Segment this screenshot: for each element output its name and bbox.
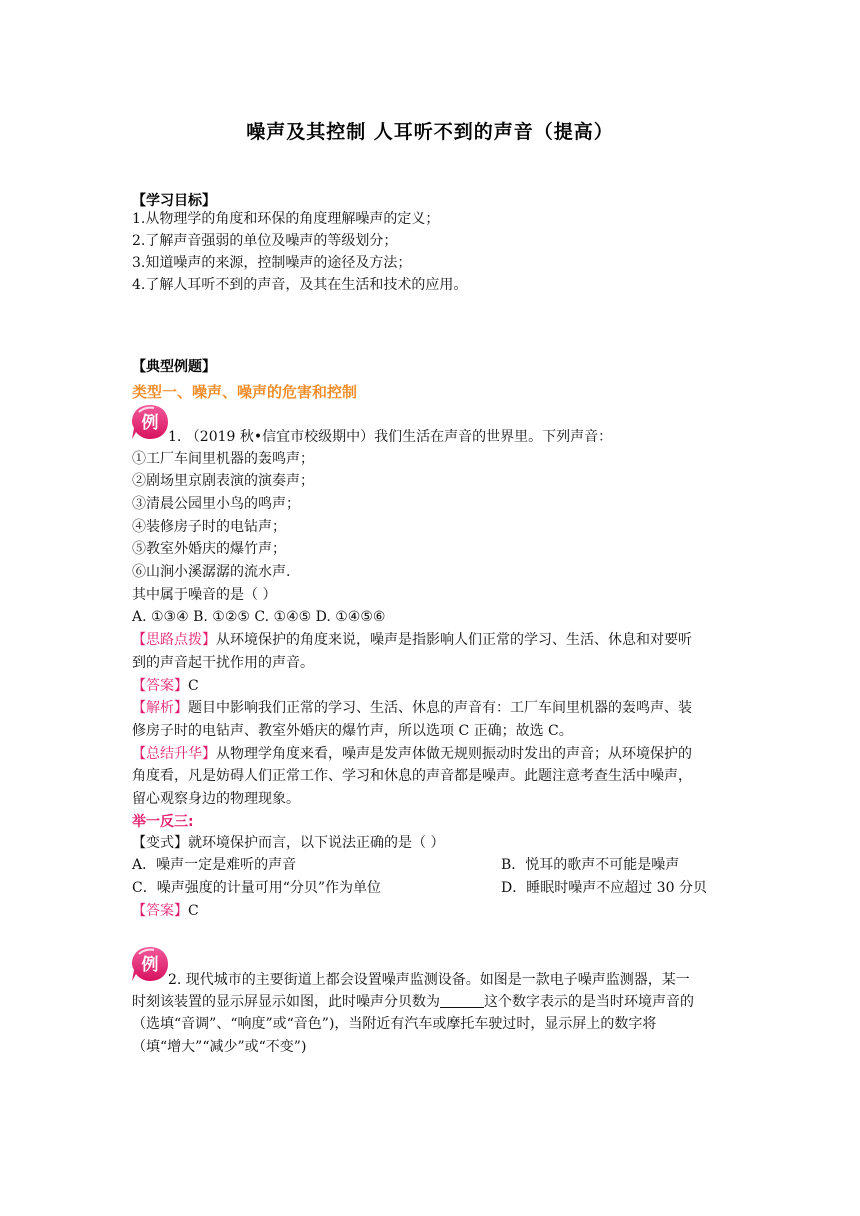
summary-text: 从物理学角度来看，噪声是发声体做无规则振动时发出的声音；从环境保护的 [216,746,692,762]
variant-stem-line [132,832,444,854]
q1-hint-line [132,629,692,651]
q1-summary-line [132,743,692,765]
q1-sound-item: ⑤教室外婚庆的爆竹声； [132,541,286,557]
answer-value: C [188,903,199,919]
q2-text: 这个数字表示的是当时环境声音的 [484,994,694,1010]
goal-item: 3.知道噪声的来源，控制噪声的途径及方法； [132,255,412,271]
q2-line: （填“增大”“减少”或“不变”) [132,1039,307,1055]
hint-tag: 【思路点拨】 [132,632,216,648]
q1-analysis-line [132,697,692,719]
badge-label: 例 [141,413,159,433]
hint-text: 从环境保护的角度来说，噪声是指影响人们正常的学习、生活、休息和对要听 [216,632,692,648]
q2-text: 时刻该装置的显示屏显示如图，此时噪声分贝数为 [132,994,440,1010]
variant-stem: 就环境保护而言，以下说法正确的是（ ） [188,835,445,851]
example-badge-icon [130,402,170,442]
answer-tag: 【答案】 [132,678,188,694]
q1-analysis-cont: 修房子时的电钻声、教室外婚庆的爆竹声，所以选项 C 正确；故选 C。 [132,723,573,739]
q1-summary-cont: 角度看，凡是妨碍人们正常工作、学习和休息的声音都是噪声。此题注意考查生活中噪声， [132,768,692,784]
q1-sound-item: ①工厂车间里机器的轰鸣声； [132,451,314,467]
q1-answer-line [132,675,199,697]
variant-option-c: C．噪声强度的计量可用“分贝”作为单位 [132,880,382,896]
q1-stem: 1. （2019 秋•信宜市校级期中）我们生活在声音的世界里。下列声音： [168,429,613,445]
examples-heading: 【典型例题】 [132,359,216,375]
page-title: 噪声及其控制 人耳听不到的声音（提高） [246,121,614,143]
q2-line [132,991,694,1013]
example-badge-icon [130,944,170,984]
q1-summary-cont: 留心观察身边的物理现象。 [132,791,300,807]
q1-hint-cont: 到的声音起干扰作用的声音。 [132,655,314,671]
variant-tag: 【变式】 [132,835,188,851]
answer-value: C [188,678,199,694]
type1-heading: 类型一、噪声、噪声的危害和控制 [132,383,358,401]
variant-option-a: A．噪声一定是难听的声音 [132,857,297,873]
q2-line: 2. 现代城市的主要街道上都会设置噪声监测设备。如图是一款电子噪声监测器，某一 [168,972,690,988]
variant-answer-line [132,900,199,922]
goal-item: 2.了解声音强弱的单位及噪声的等级划分； [132,233,398,249]
analysis-text: 题目中影响我们正常的学习、生活、休息的声音有：工厂车间里机器的轰鸣声、装 [188,700,692,716]
answer-blank[interactable] [440,993,484,1008]
variant-option-b: B．悦耳的歌声不可能是噪声 [501,857,680,873]
q1-sound-item: ②剧场里京剧表演的演奏声； [132,473,314,489]
summary-tag: 【总结升华】 [132,746,216,762]
q1-options: A. ①③④ B. ①②⑤ C. ①④⑤ D. ①④⑤⑥ [132,609,386,625]
q1-sound-item: ③清晨公园里小鸟的鸣声； [132,496,300,512]
goal-item: 4.了解人耳听不到的声音，及其在生活和技术的应用。 [132,277,468,293]
variant-option-d: D．睡眠时噪声不应超过 30 分贝 [501,880,707,896]
q1-sound-item: ⑥山涧小溪潺潺的流水声. [132,564,291,580]
answer-tag: 【答案】 [132,903,188,919]
practice-heading: 举一反三: [132,814,194,830]
q1-sound-item: ④装修房子时的电钻声； [132,519,286,535]
q2-line: （选填“音调”、“响度”或“音色”)，当附近有汽车或摩托车驶过时，显示屏上的数字将 [132,1016,657,1032]
badge-label: 例 [141,955,159,975]
analysis-tag: 【解析】 [132,700,188,716]
goal-item: 1.从物理学的角度和环保的角度理解噪声的定义； [132,211,440,227]
q1-question: 其中属于噪音的是（ ） [132,587,277,603]
learning-goals-heading: 【学习目标】 [132,193,216,209]
